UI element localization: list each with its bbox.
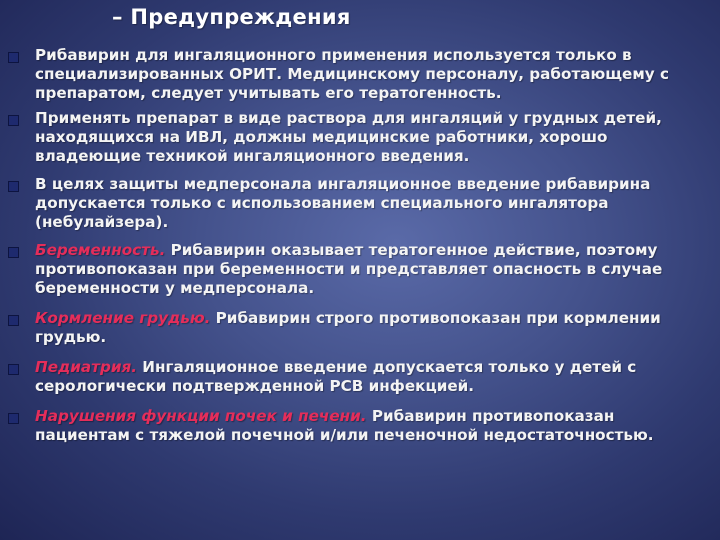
bullet-item: [8, 109, 712, 166]
bullet-item: [8, 46, 712, 103]
bullet-text: Рибавирин строго противопоказан при кормлении грудью.: [35, 309, 661, 346]
square-bullet-icon: [8, 364, 19, 375]
bullet-text: Рибавирин оказывает тератогенное действие, поэтому противопоказан при беременности и представляет опасность в случае беременности у медперсонала.: [35, 241, 663, 297]
square-bullet-icon: [8, 115, 19, 126]
square-bullet-icon: [8, 52, 19, 63]
bullet-highlight: Нарушения функции почек и печени.: [35, 407, 367, 425]
bullet-item: [8, 175, 712, 232]
square-bullet-icon: [8, 181, 19, 192]
square-bullet-icon: [8, 413, 19, 424]
bullet-highlight: Кормление грудью.: [35, 309, 211, 327]
bullet-item: [8, 241, 712, 298]
bullet-item: [8, 407, 712, 445]
bullet-text: Применять препарат в виде раствора для ингаляций у грудных детей, находящихся на ИВЛ, должны медицинские работники, хорошо владеющие техникой ингаляционного введения.: [35, 109, 662, 165]
bullet-text: Рибавирин для ингаляционного применения используется только в специализированных ОРИТ. Медицинскому персоналу, работающему с препаратом, следует учитывать его тератогенность.: [35, 46, 669, 102]
bullet-text: Рибавирин противопоказан пациентам с тяжелой почечной и/или печеночной недостаточностью.: [35, 407, 654, 444]
slide-title: – Предупреждения: [112, 5, 351, 29]
bullet-text: В целях защиты медперсонала ингаляционное введение рибавирина допускается только с использованием специального ингалятора (небулайзера).: [35, 175, 651, 231]
bullet-text: Ингаляционное введение допускается только у детей с серологически подтвержденной РСВ инфекцией.: [35, 358, 637, 395]
bullet-item: [8, 358, 712, 396]
bullet-list: [8, 46, 712, 453]
square-bullet-icon: [8, 247, 19, 258]
bullet-highlight: Беременность.: [35, 241, 166, 259]
square-bullet-icon: [8, 315, 19, 326]
bullet-highlight: Педиатрия.: [35, 358, 138, 376]
bullet-item: [8, 309, 712, 347]
